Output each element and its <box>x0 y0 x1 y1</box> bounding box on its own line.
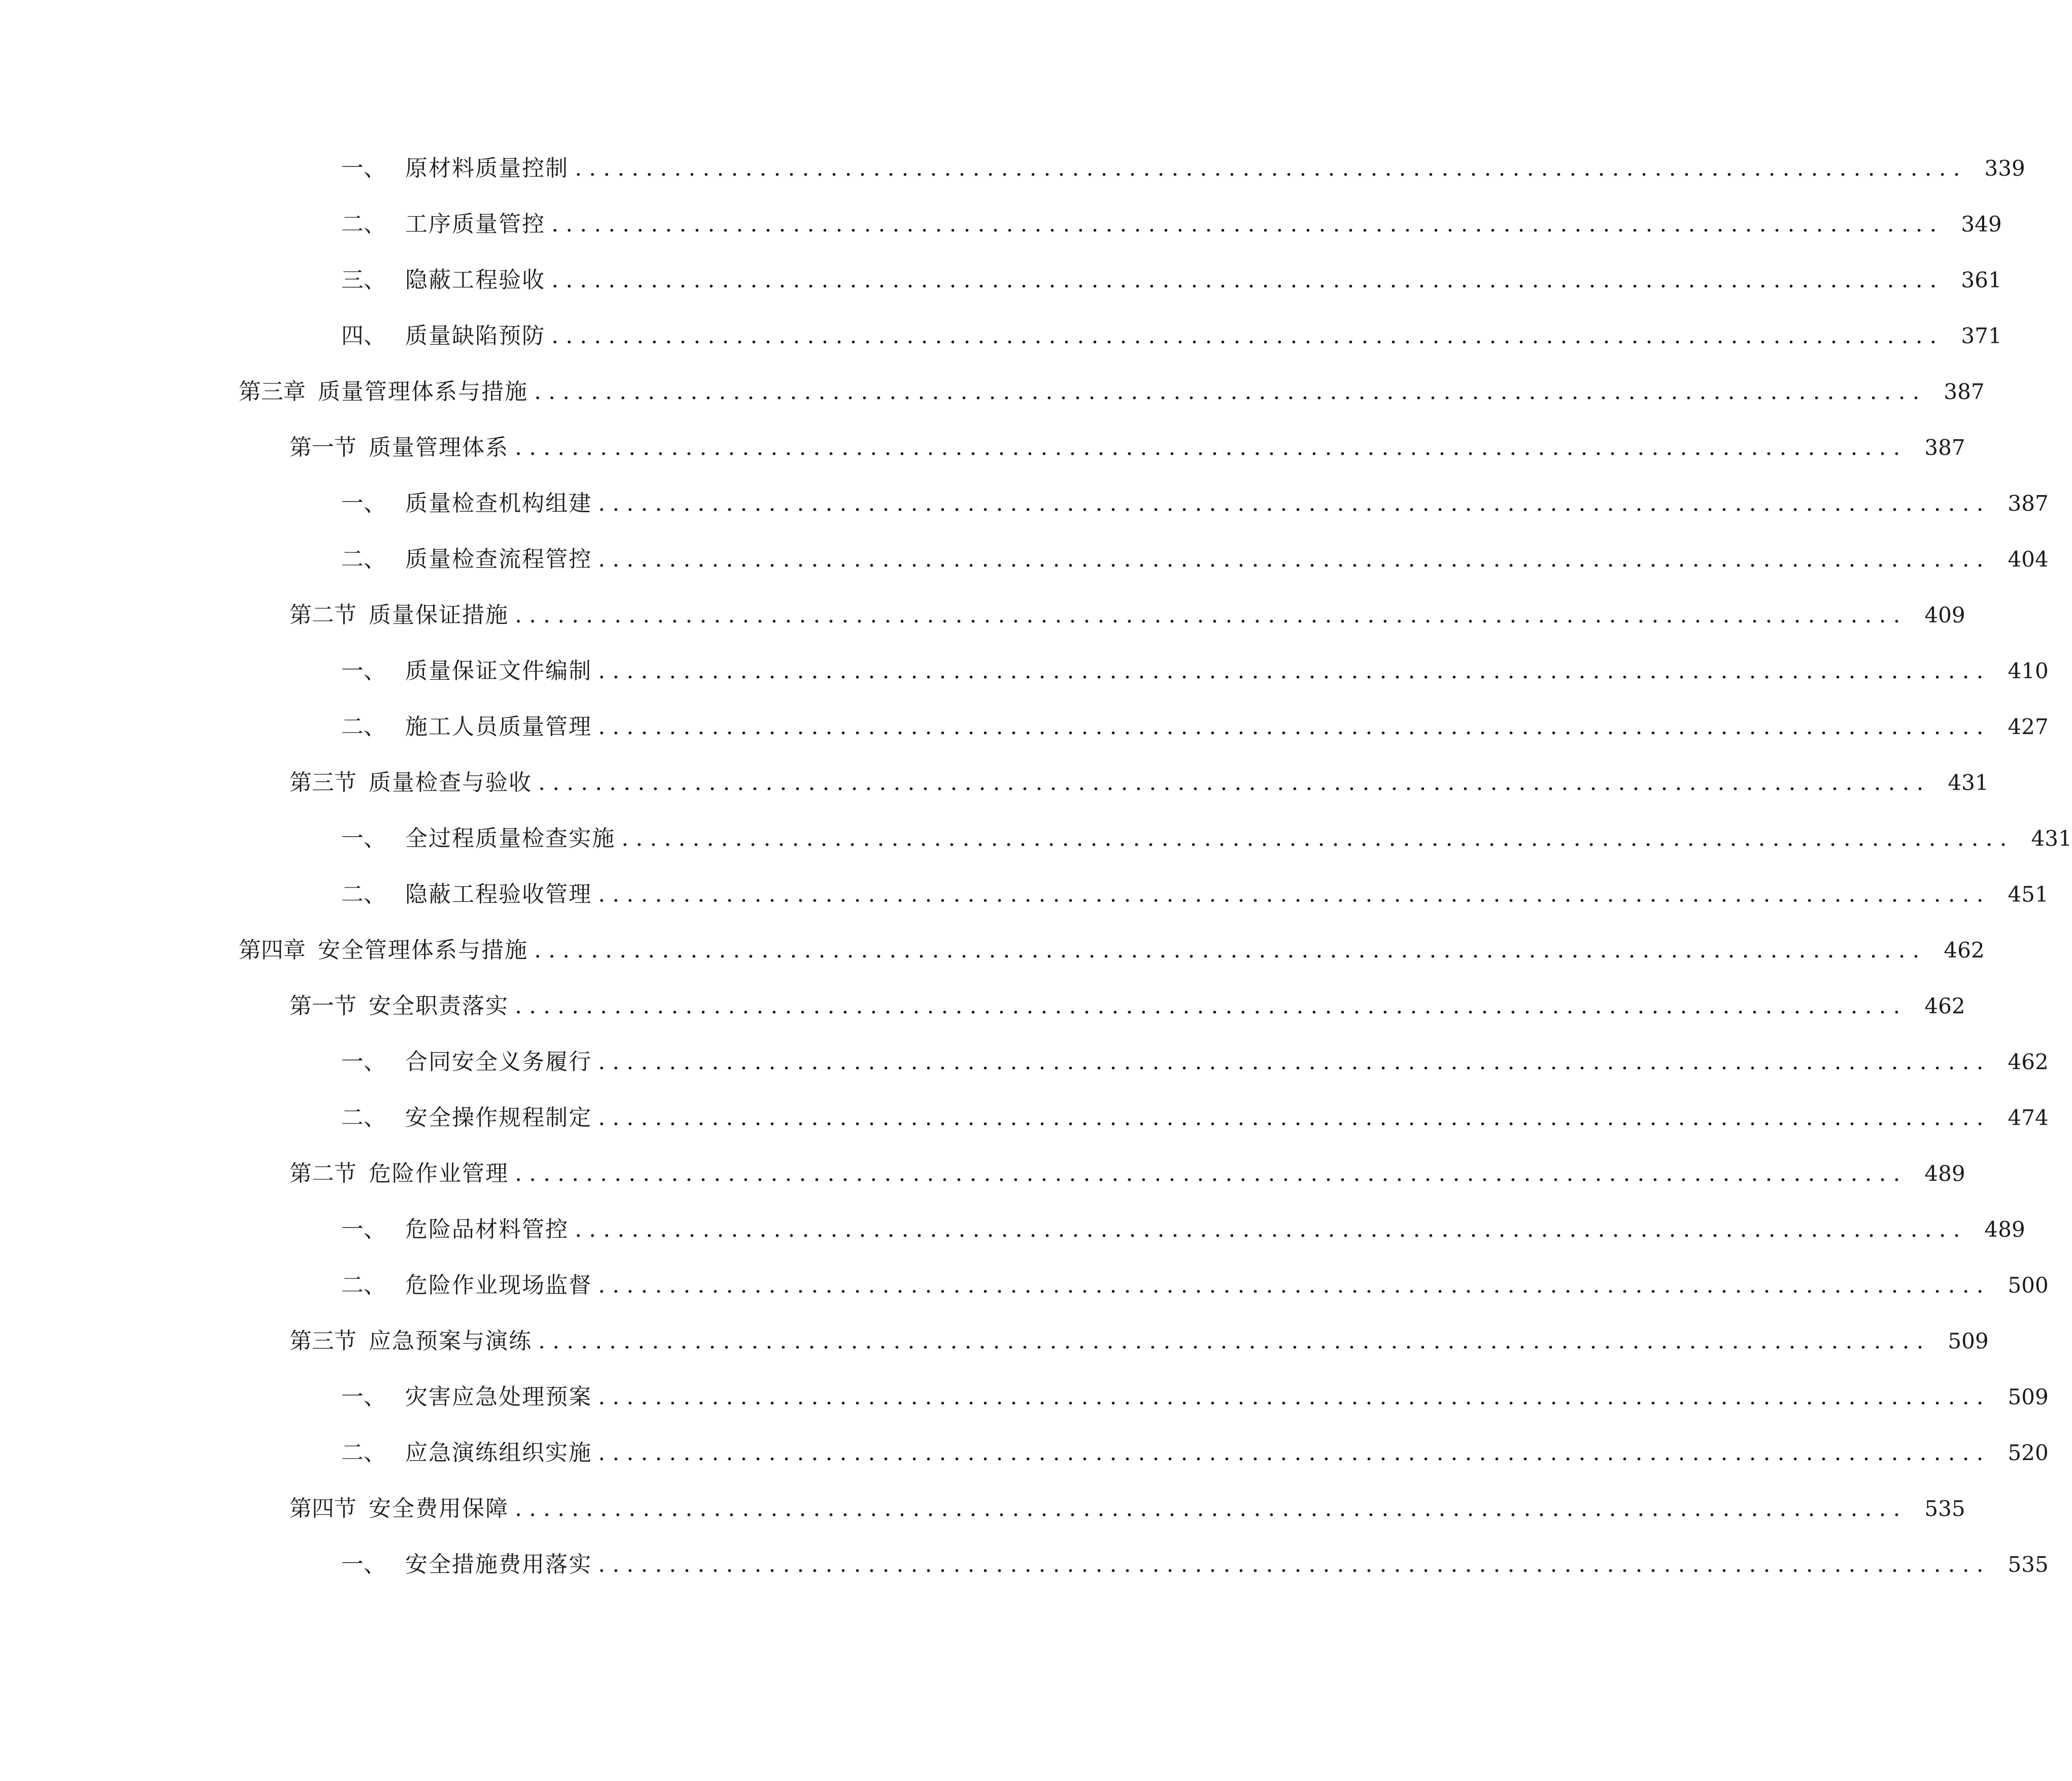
toc-page-number: 387 <box>1924 435 1965 460</box>
toc-entry-title: 隐蔽工程验收 <box>405 267 545 293</box>
toc-entry-number: 二、 <box>341 714 386 740</box>
toc-entry-section[interactable] <box>289 427 1965 468</box>
toc-page-number: 361 <box>1961 268 2002 292</box>
toc-entry-title: 应急演练组织实施 <box>405 1440 592 1466</box>
toc-entry-number: 一、 <box>341 155 386 181</box>
toc-entry-number: 第二节 <box>289 602 356 628</box>
toc-page-number: 509 <box>2008 1384 2049 1409</box>
toc-dot-leader: .................................................................................................. <box>538 770 1931 796</box>
toc-page-number: 535 <box>2008 1552 2049 1577</box>
toc-dot-leader: .................................................................................................. <box>551 211 1944 237</box>
toc-entry-section[interactable] <box>289 595 1965 636</box>
toc-entry-number: 二、 <box>341 1440 386 1466</box>
toc-page-number: 409 <box>1924 603 1965 628</box>
toc-entry-number: 第一节 <box>289 993 356 1019</box>
toc-page-number: 404 <box>2008 547 2049 572</box>
toc-entry[interactable] <box>341 1544 2049 1585</box>
toc-entry-number: 第三节 <box>289 770 356 796</box>
toc-entry-number: 第二节 <box>289 1161 356 1186</box>
toc-entry-number: 一、 <box>341 1049 386 1075</box>
toc-entry-title: 全过程质量检查实施 <box>405 826 615 851</box>
toc-page-number: 535 <box>1924 1496 1965 1521</box>
toc-entry-title: 质量检查机构组建 <box>405 490 592 516</box>
toc-entry[interactable] <box>341 1042 2049 1082</box>
toc-dot-leader: .................................................................................................. <box>515 602 1907 628</box>
toc-page-number: 474 <box>2008 1105 2049 1130</box>
toc-entry-chapter[interactable] <box>239 372 1985 412</box>
toc-entry-number: 第四章 <box>239 937 306 963</box>
toc-dot-leader: .................................................................................................. <box>515 993 1907 1019</box>
toc-entry[interactable] <box>341 148 2025 189</box>
toc-entry-title: 施工人员质量管理 <box>405 714 592 740</box>
toc-entry-title: 安全职责落实 <box>369 993 509 1019</box>
toc-entry-number: 第四节 <box>289 1496 356 1522</box>
toc-entry-number: 第三章 <box>239 379 306 405</box>
toc-entry-number: 第一节 <box>289 435 356 460</box>
toc-page-number: 431 <box>1948 770 1989 795</box>
toc-dot-leader: .................................................................................................. <box>598 1049 1991 1075</box>
toc-entry[interactable] <box>341 651 2049 691</box>
toc-entry-number: 二、 <box>341 1272 386 1298</box>
toc-entry-title: 隐蔽工程验收管理 <box>405 881 592 907</box>
toc-entry[interactable] <box>341 204 2002 245</box>
toc-dot-leader: .................................................................................................. <box>598 490 1991 516</box>
toc-entry-section[interactable] <box>289 1153 1965 1194</box>
toc-entry-number: 一、 <box>341 1384 386 1410</box>
toc-dot-leader: .................................................................................................. <box>575 155 1967 181</box>
toc-entry[interactable] <box>341 707 2049 747</box>
toc-page-number: 431 <box>2031 826 2072 851</box>
toc-entry-title: 原材料质量控制 <box>405 155 569 181</box>
toc-entry[interactable] <box>341 818 2072 859</box>
toc-entry-title: 安全管理体系与措施 <box>318 937 528 963</box>
toc-page-number: 339 <box>1984 156 2025 181</box>
toc-page-number: 462 <box>1944 938 1985 963</box>
toc-dot-leader: .................................................................................................. <box>515 1161 1907 1186</box>
toc-entry-number: 一、 <box>341 658 386 684</box>
toc-dot-leader: .................................................................................................. <box>551 323 1944 349</box>
toc-dot-leader: .................................................................................................. <box>534 379 1927 405</box>
toc-entry-title: 危险作业现场监督 <box>405 1272 592 1298</box>
toc-dot-leader: .................................................................................................. <box>598 714 1991 740</box>
toc-entry-number: 一、 <box>341 1552 386 1577</box>
toc-entry[interactable] <box>341 316 2002 356</box>
toc-page-number: 509 <box>1948 1329 1989 1354</box>
toc-entry-section[interactable] <box>289 986 1965 1027</box>
toc-entry-number: 四、 <box>341 323 386 349</box>
toc-entry-chapter[interactable] <box>239 930 1985 971</box>
toc-entry-section[interactable] <box>289 1321 1989 1362</box>
toc-dot-leader: .................................................................................................. <box>598 1384 1991 1410</box>
toc-entry[interactable] <box>341 1377 2049 1417</box>
toc-page-number: 387 <box>1944 379 1985 404</box>
toc-page-number: 349 <box>1961 212 2002 237</box>
toc-page-number: 462 <box>1924 994 1965 1018</box>
toc-entry-title: 工序质量管控 <box>405 211 545 237</box>
toc-entry-number: 二、 <box>341 546 386 572</box>
toc-dot-leader: .................................................................................................. <box>598 881 1991 907</box>
toc-page-number: 500 <box>2008 1273 2049 1298</box>
toc-dot-leader: .................................................................................................. <box>598 1552 1991 1577</box>
toc-entry-number: 一、 <box>341 490 386 516</box>
toc-page-number: 387 <box>2008 491 2049 516</box>
toc-entry-title: 质量检查与验收 <box>369 770 532 796</box>
toc-entry-title: 安全操作规程制定 <box>405 1105 592 1131</box>
toc-entry-number: 一、 <box>341 826 386 851</box>
toc-entry[interactable] <box>341 874 2049 915</box>
toc-dot-leader: .................................................................................................. <box>598 1440 1991 1466</box>
toc-entry-number: 二、 <box>341 1105 386 1131</box>
toc-dot-leader: .................................................................................................. <box>534 937 1927 963</box>
toc-page-number: 462 <box>2008 1049 2049 1074</box>
toc-entry[interactable] <box>341 1209 2025 1250</box>
toc-entry-number: 三、 <box>341 267 386 293</box>
toc-dot-leader: .................................................................................................. <box>598 658 1991 684</box>
toc-dot-leader: .................................................................................................. <box>598 1105 1991 1131</box>
toc-entry-number: 第三节 <box>289 1328 356 1354</box>
toc-dot-leader: .................................................................................................. <box>515 435 1907 460</box>
toc-entry-title: 质量管理体系 <box>369 435 509 460</box>
toc-entry[interactable] <box>341 539 2049 580</box>
toc-page-number: 489 <box>1924 1161 1965 1186</box>
toc-page-number: 427 <box>2008 714 2049 739</box>
toc-page-number: 489 <box>1984 1217 2025 1242</box>
toc-entry-title: 安全措施费用落实 <box>405 1552 592 1577</box>
toc-entry-number: 二、 <box>341 211 386 237</box>
toc-entry[interactable] <box>341 483 2049 524</box>
toc-entry-section[interactable] <box>289 1489 1965 1529</box>
toc-page-number: 410 <box>2008 658 2049 683</box>
toc-dot-leader: .................................................................................................. <box>551 267 1944 293</box>
toc-entry-title: 应急预案与演练 <box>369 1328 532 1354</box>
toc-entry[interactable] <box>341 1265 2049 1306</box>
toc-dot-leader: .................................................................................................. <box>538 1328 1931 1354</box>
toc-dot-leader: .................................................................................................. <box>621 826 2014 851</box>
toc-entry-number: 一、 <box>341 1216 386 1242</box>
toc-entry-title: 质量保证措施 <box>369 602 509 628</box>
toc-entry[interactable] <box>341 1433 2049 1473</box>
toc-entry-title: 质量检查流程管控 <box>405 546 592 572</box>
toc-entry-title: 质量保证文件编制 <box>405 658 592 684</box>
toc-entry-title: 质量管理体系与措施 <box>318 379 528 405</box>
toc-entry-number: 二、 <box>341 881 386 907</box>
toc-entry-title: 危险品材料管控 <box>405 1216 569 1242</box>
toc-dot-leader: .................................................................................................. <box>598 546 1991 572</box>
toc-entry[interactable] <box>341 1098 2049 1138</box>
toc-page-number: 371 <box>1961 323 2002 348</box>
toc-dot-leader: .................................................................................................. <box>515 1496 1907 1522</box>
toc-dot-leader: .................................................................................................. <box>575 1216 1967 1242</box>
toc-entry[interactable] <box>341 260 2002 301</box>
toc-page-number: 451 <box>2008 882 2049 907</box>
toc-entry-section[interactable] <box>289 763 1989 803</box>
toc-entry-title: 安全费用保障 <box>369 1496 509 1522</box>
toc-page-number: 520 <box>2008 1440 2049 1465</box>
toc-dot-leader: .................................................................................................. <box>598 1272 1991 1298</box>
toc-entry-title: 灾害应急处理预案 <box>405 1384 592 1410</box>
toc-entry-title: 合同安全义务履行 <box>405 1049 592 1075</box>
toc-entry-title: 危险作业管理 <box>369 1161 509 1186</box>
toc-entry-title: 质量缺陷预防 <box>405 323 545 349</box>
